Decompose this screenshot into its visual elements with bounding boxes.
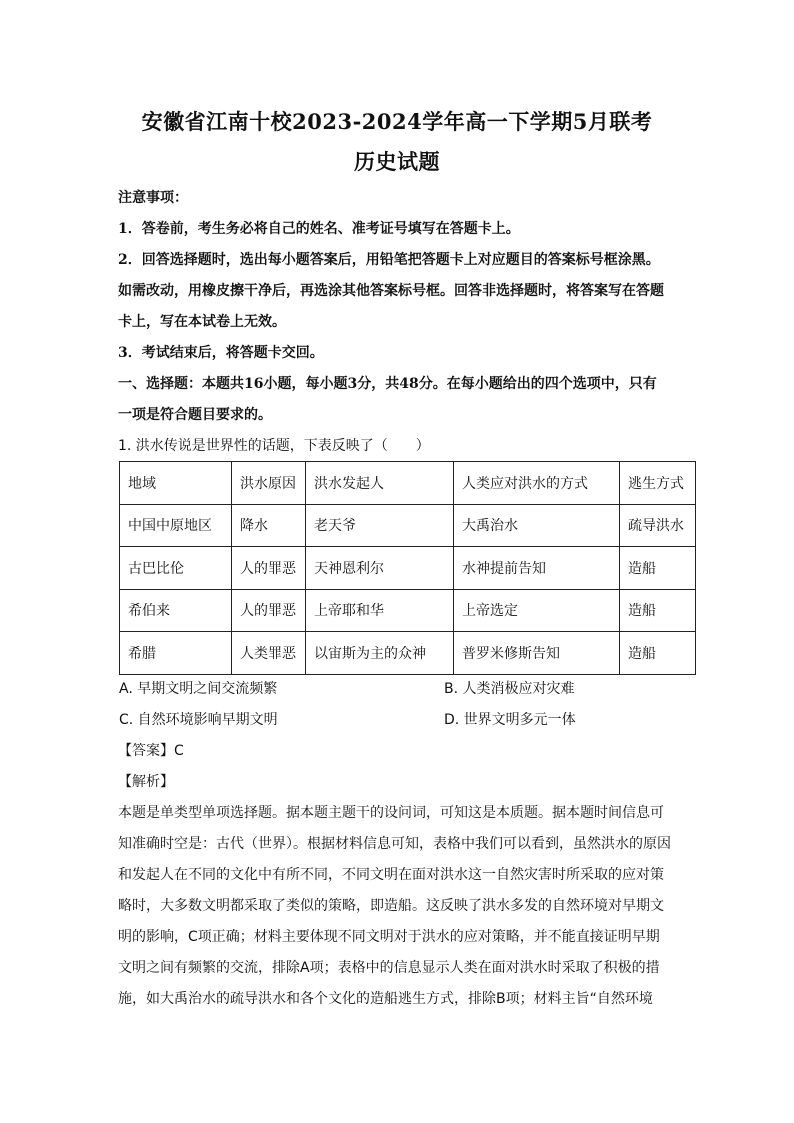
- table-header-cell: 逃生方式: [620, 462, 696, 505]
- table-cell: 降水: [232, 504, 306, 547]
- table-cell: 造船: [620, 589, 696, 632]
- table-cell: 天神恩利尔: [306, 547, 454, 590]
- notice-item-3: 3．考试结束后，将答题卡交回。: [118, 345, 324, 361]
- exam-subject-title: 历史试题: [354, 149, 440, 174]
- option-d: D. 世界文明多元一体: [444, 712, 576, 728]
- table-cell: 造船: [620, 632, 696, 675]
- option-a: A. 早期文明之间交流频繁: [119, 681, 278, 697]
- table-header-row: [120, 462, 696, 505]
- table-cell: 希腊: [120, 632, 232, 675]
- analysis-line: 本题是单类型单项选择题。据本题主题干的设问词，可知这是本质题。据本题时间信息可: [118, 805, 664, 821]
- table-cell: 水神提前告知: [454, 547, 620, 590]
- section-heading-cont: 一项是符合题目要求的。: [118, 407, 272, 423]
- analysis-line: 施，如大禹治水的疏导洪水和各个文化的造船逃生方式，排除B项；材料主旨“自然环境: [118, 991, 653, 1007]
- table-cell: 老天爷: [306, 504, 454, 547]
- analysis-line: 明的影响，C项正确；材料主要体现不同文明对于洪水的应对策略，并不能直接证明早期: [118, 929, 660, 945]
- table-cell: 人的罪恶: [232, 547, 306, 590]
- option-b: B. 人类消极应对灾难: [444, 681, 575, 697]
- option-c: C. 自然环境影响早期文明: [119, 712, 278, 728]
- notice-heading: 注意事项：: [118, 190, 188, 206]
- notice-item-2-end: 卡上，写在本试卷上无效。: [118, 314, 286, 330]
- table-cell: 造船: [620, 547, 696, 590]
- analysis-line: 知准确时空是：古代（世界）。根据材料信息可知，表格中我们可以看到，虽然洪水的原因: [118, 836, 671, 852]
- notice-item-2-cont: 如需改动，用橡皮擦干净后，再选涂其他答案标号框。回答非选择题时，将答案写在答题: [118, 283, 664, 299]
- analysis-line: 略时，大多数文明都采取了类似的策略，即造船。这反映了洪水多发的自然环境对早期文: [118, 898, 664, 914]
- table-cell: 中国中原地区: [120, 504, 232, 547]
- notice-item-1: 1．答卷前，考生务必将自己的姓名、准考证号填写在答题卡上。: [118, 221, 520, 237]
- table-cell: 普罗米修斯告知: [454, 632, 620, 675]
- table-cell: 大禹治水: [454, 504, 620, 547]
- table-cell: 古巴比伦: [120, 547, 232, 590]
- section-heading: 一、选择题：本题共16小题，每小题3分，共48分。在每小题给出的四个选项中，只有: [118, 376, 657, 392]
- table-row: [120, 547, 696, 590]
- analysis-heading: 【解析】: [118, 774, 174, 790]
- table-cell: 人的罪恶: [232, 589, 306, 632]
- table-row: [120, 589, 696, 632]
- analysis-line: 和发起人在不同的文化中有所不同，不同文明在面对洪水这一自然灾害时所采取的应对策: [118, 867, 664, 883]
- notice-item-2: 2．回答选择题时，选出每小题答案后，用铅笔把答题卡上对应题目的答案标号框涂黑。: [118, 252, 660, 268]
- table-cell: 人类罪恶: [232, 632, 306, 675]
- exam-title: 安徽省江南十校2023-2024学年高一下学期5月联考: [141, 109, 653, 134]
- table-header-cell: 人类应对洪水的方式: [454, 462, 620, 505]
- table-header-cell: 地域: [120, 462, 232, 505]
- table-row: [120, 632, 696, 675]
- flood-legend-table: [119, 461, 696, 675]
- answer-label: 【答案】C: [118, 743, 184, 759]
- table-header-cell: 洪水原因: [232, 462, 306, 505]
- table-cell: 希伯来: [120, 589, 232, 632]
- table-row: [120, 504, 696, 547]
- table-cell: 以宙斯为主的众神: [306, 632, 454, 675]
- table-header-cell: 洪水发起人: [306, 462, 454, 505]
- analysis-line: 文明之间有频繁的交流，排除A项；表格中的信息显示人类在面对洪水时采取了积极的措: [118, 960, 660, 976]
- table-cell: 上帝耶和华: [306, 589, 454, 632]
- table-cell: 疏导洪水: [620, 504, 696, 547]
- question-1-stem: 1. 洪水传说是世界性的话题，下表反映了（ ）: [118, 438, 430, 454]
- table-cell: 上帝选定: [454, 589, 620, 632]
